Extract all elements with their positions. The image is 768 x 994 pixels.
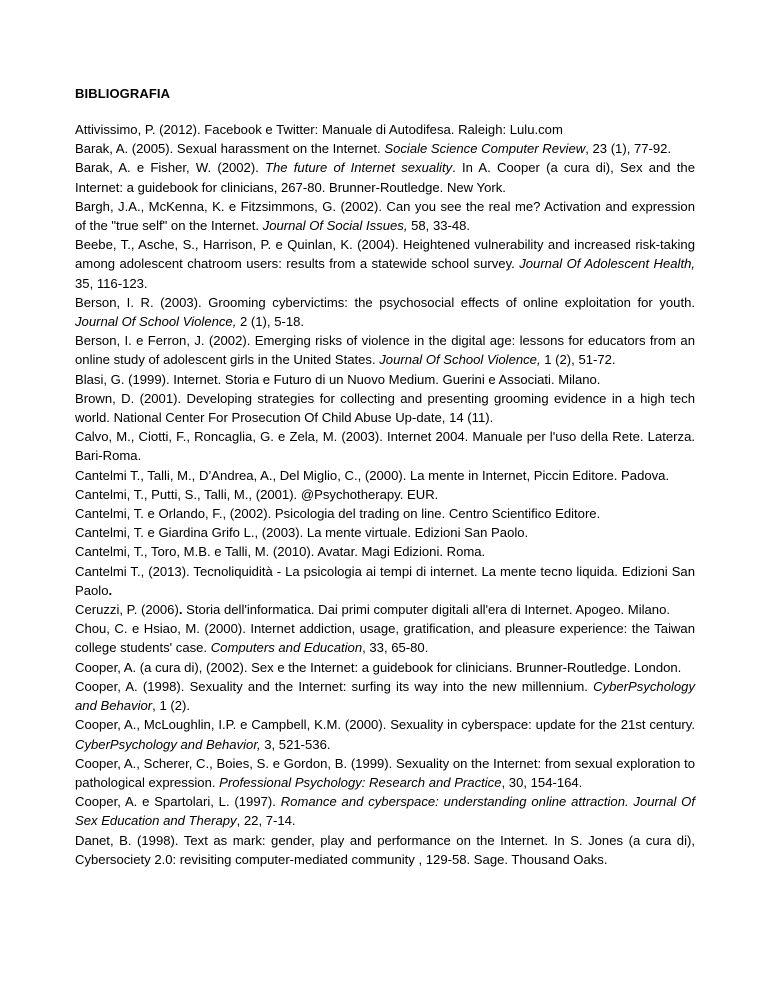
reference-text: Cooper, A. e Spartolari, L. (1997).: [75, 794, 281, 810]
page-title: BIBLIOGRAFIA: [75, 86, 171, 101]
reference-text: 35, 116-123.: [75, 275, 148, 291]
reference-text: Cantelmi T., Talli, M., D’Andrea, A., Del Miglio, C., (2000). La mente in Internet, Piccin Editore. Padova.: [75, 467, 670, 483]
reference-entry: [75, 677, 695, 715]
reference-text: Storia dell'informatica. Dai primi computer digitali all'era di Internet. Apogeo. Milano.: [182, 602, 671, 618]
reference-entry: [75, 197, 695, 235]
reference-entry: [75, 235, 695, 293]
reference-text: . In A. Cooper (a cura di), Sex and the Internet: a guidebook for clinicians, 267-80. Brunner-Routledge. New York.: [75, 160, 695, 195]
reference-entry: [75, 523, 695, 542]
reference-text: Blasi, G. (1999). Internet. Storia e Futuro di un Nuovo Medium. Guerini e Associati. Milano.: [75, 371, 601, 387]
reference-text: Cantelmi, T., Toro, M.B. e Talli, M. (2010). Avatar. Magi Edizioni. Roma.: [75, 544, 486, 560]
reference-text: Attivissimo, P. (2012). Facebook e Twitter: Manuale di Autodifesa. Raleigh: Lulu.com: [75, 122, 563, 137]
reference-entry: [75, 715, 695, 753]
reference-entry: [75, 293, 695, 331]
reference-entry: [75, 370, 695, 389]
reference-text: Chou, C. e Hsiao, M. (2000). Internet addiction, usage, gratification, and pleasure experience: the Taiwan college students' case.: [75, 621, 695, 656]
reference-italic-text: The future of Internet sexuality: [265, 160, 453, 176]
reference-text: Cantelmi, T. e Orlando, F., (2002). Psicologia del trading on line. Centro Scientifico Editore.: [75, 506, 601, 522]
reference-italic-text: CyberPsychology and Behavior,: [75, 736, 261, 752]
reference-entry: [75, 619, 695, 657]
reference-text: , 22, 7-14.: [236, 813, 296, 829]
reference-italic-text: Journal Of School Violence,: [75, 314, 237, 330]
reference-entry: [75, 658, 695, 677]
reference-text: Danet, B. (1998). Text as mark: gender, play and performance on the Internet. In S. Jones (a cura di), Cybersociety 2.0: revisiting computer-mediated community , 129-58. Sage. Thousand Oaks.: [75, 832, 695, 867]
reference-entry: [75, 600, 695, 619]
reference-entry: [75, 331, 695, 369]
reference-entry: [75, 831, 695, 869]
reference-italic-text: CyberPsychology and Behavior: [75, 678, 695, 714]
reference-text: 3, 521-536.: [260, 736, 331, 752]
reference-italic-text: Professional Psychology: Research and Practice: [219, 774, 502, 790]
reference-entry: [75, 466, 695, 485]
reference-entry: [75, 139, 695, 158]
reference-text: Cooper, A. (1998). Sexuality and the Internet: surfing its way into the new millennium.: [75, 678, 594, 694]
reference-list: [75, 120, 695, 869]
reference-entry: [75, 158, 695, 196]
reference-text: , 1 (2).: [152, 698, 191, 714]
reference-entry: [75, 389, 695, 427]
reference-text: Cooper, A. (a cura di), (2002). Sex e the Internet: a guidebook for clinicians. Brunner-Routledge. London.: [75, 659, 682, 675]
reference-text: Beebe, T., Asche, S., Harrison, P. e Quinlan, K. (2004). Heightened vulnerability and increased risk-taking among adolescent chatroom users: results from a statewide school survey.: [75, 237, 695, 272]
reference-entry: [75, 504, 695, 523]
reference-text: , 30, 154-164.: [501, 774, 583, 790]
reference-italic-text: Journal Of School Violence,: [379, 352, 541, 368]
reference-entry: [75, 120, 695, 139]
reference-entry: [75, 485, 695, 504]
reference-text: , 33, 65-80.: [362, 640, 429, 656]
reference-text: Berson, I. R. (2003). Grooming cybervictims: the psychosocial effects of online exploitation for youth.: [75, 294, 695, 310]
reference-text: Calvo, M., Ciotti, F., Roncaglia, G. e Zela, M. (2003). Internet 2004. Manuale per l'uso della Rete. Laterza. Bari-Roma.: [75, 429, 695, 464]
reference-text: 2 (1), 5-18.: [236, 314, 305, 330]
reference-text: Cooper, A., Scherer, C., Boies, S. e Gordon, B. (1999). Sexuality on the Internet: from sexual exploration to pathological expression.: [75, 755, 695, 790]
reference-text: 58, 33-48.: [407, 218, 471, 234]
reference-entry: [75, 427, 695, 465]
reference-text: .: [108, 582, 113, 598]
reference-text: 1 (2), 51-72.: [540, 352, 616, 368]
reference-text: Barak, A. (2005). Sexual harassment on the Internet.: [75, 141, 385, 157]
reference-entry: [75, 562, 695, 600]
reference-italic-text: Computers and Education: [210, 640, 363, 656]
reference-text: Cooper, A., McLoughlin, I.P. e Campbell, K.M. (2000). Sexuality in cyberspace: update for the 21st century.: [75, 717, 695, 733]
reference-text: Cantelmi, T., Putti, S., Talli, M., (2001). @Psychotherapy. EUR.: [75, 486, 439, 502]
reference-text: Ceruzzi, P. (2006): [75, 602, 179, 618]
reference-italic-text: Romance and cyberspace: understanding online attraction. Journal Of Sex Education and Therapy: [75, 794, 696, 829]
reference-entry: [75, 542, 695, 561]
reference-text: Brown, D. (2001). Developing strategies for collecting and presenting grooming evidence in a high tech world. National Center For Prosecution Of Child Abuse Up-date, 14 (11).: [75, 390, 695, 426]
reference-text: Berson, I. e Ferron, J. (2002). Emerging risks of violence in the digital age: lessons for educators from an online study of adolescent girls in the United States.: [75, 333, 695, 368]
reference-entry: [75, 792, 695, 830]
reference-entry: [75, 754, 695, 792]
reference-text: .: [178, 602, 183, 618]
reference-italic-text: Journal Of Social Issues,: [262, 218, 408, 234]
reference-text: Cantelmi T., (2013). Tecnoliquidità - La psicologia ai tempi di internet. La mente tecno liquida. Edizioni San Paolo: [75, 563, 695, 598]
reference-text: Bargh, J.A., McKenna, K. e Fitzsimmons, G. (2002). Can you see the real me? Activation and expression of the "true self" on the Internet.: [75, 198, 695, 234]
reference-text: Cantelmi, T. e Giardina Grifo L., (2003). La mente virtuale. Edizioni San Paolo.: [75, 525, 529, 541]
reference-text: , 23 (1), 77-92.: [585, 141, 672, 157]
reference-italic-text: Sociale Science Computer Review: [384, 141, 586, 157]
reference-text: Barak, A. e Fisher, W. (2002).: [75, 160, 266, 176]
reference-italic-text: Journal Of Adolescent Health,: [519, 256, 696, 272]
